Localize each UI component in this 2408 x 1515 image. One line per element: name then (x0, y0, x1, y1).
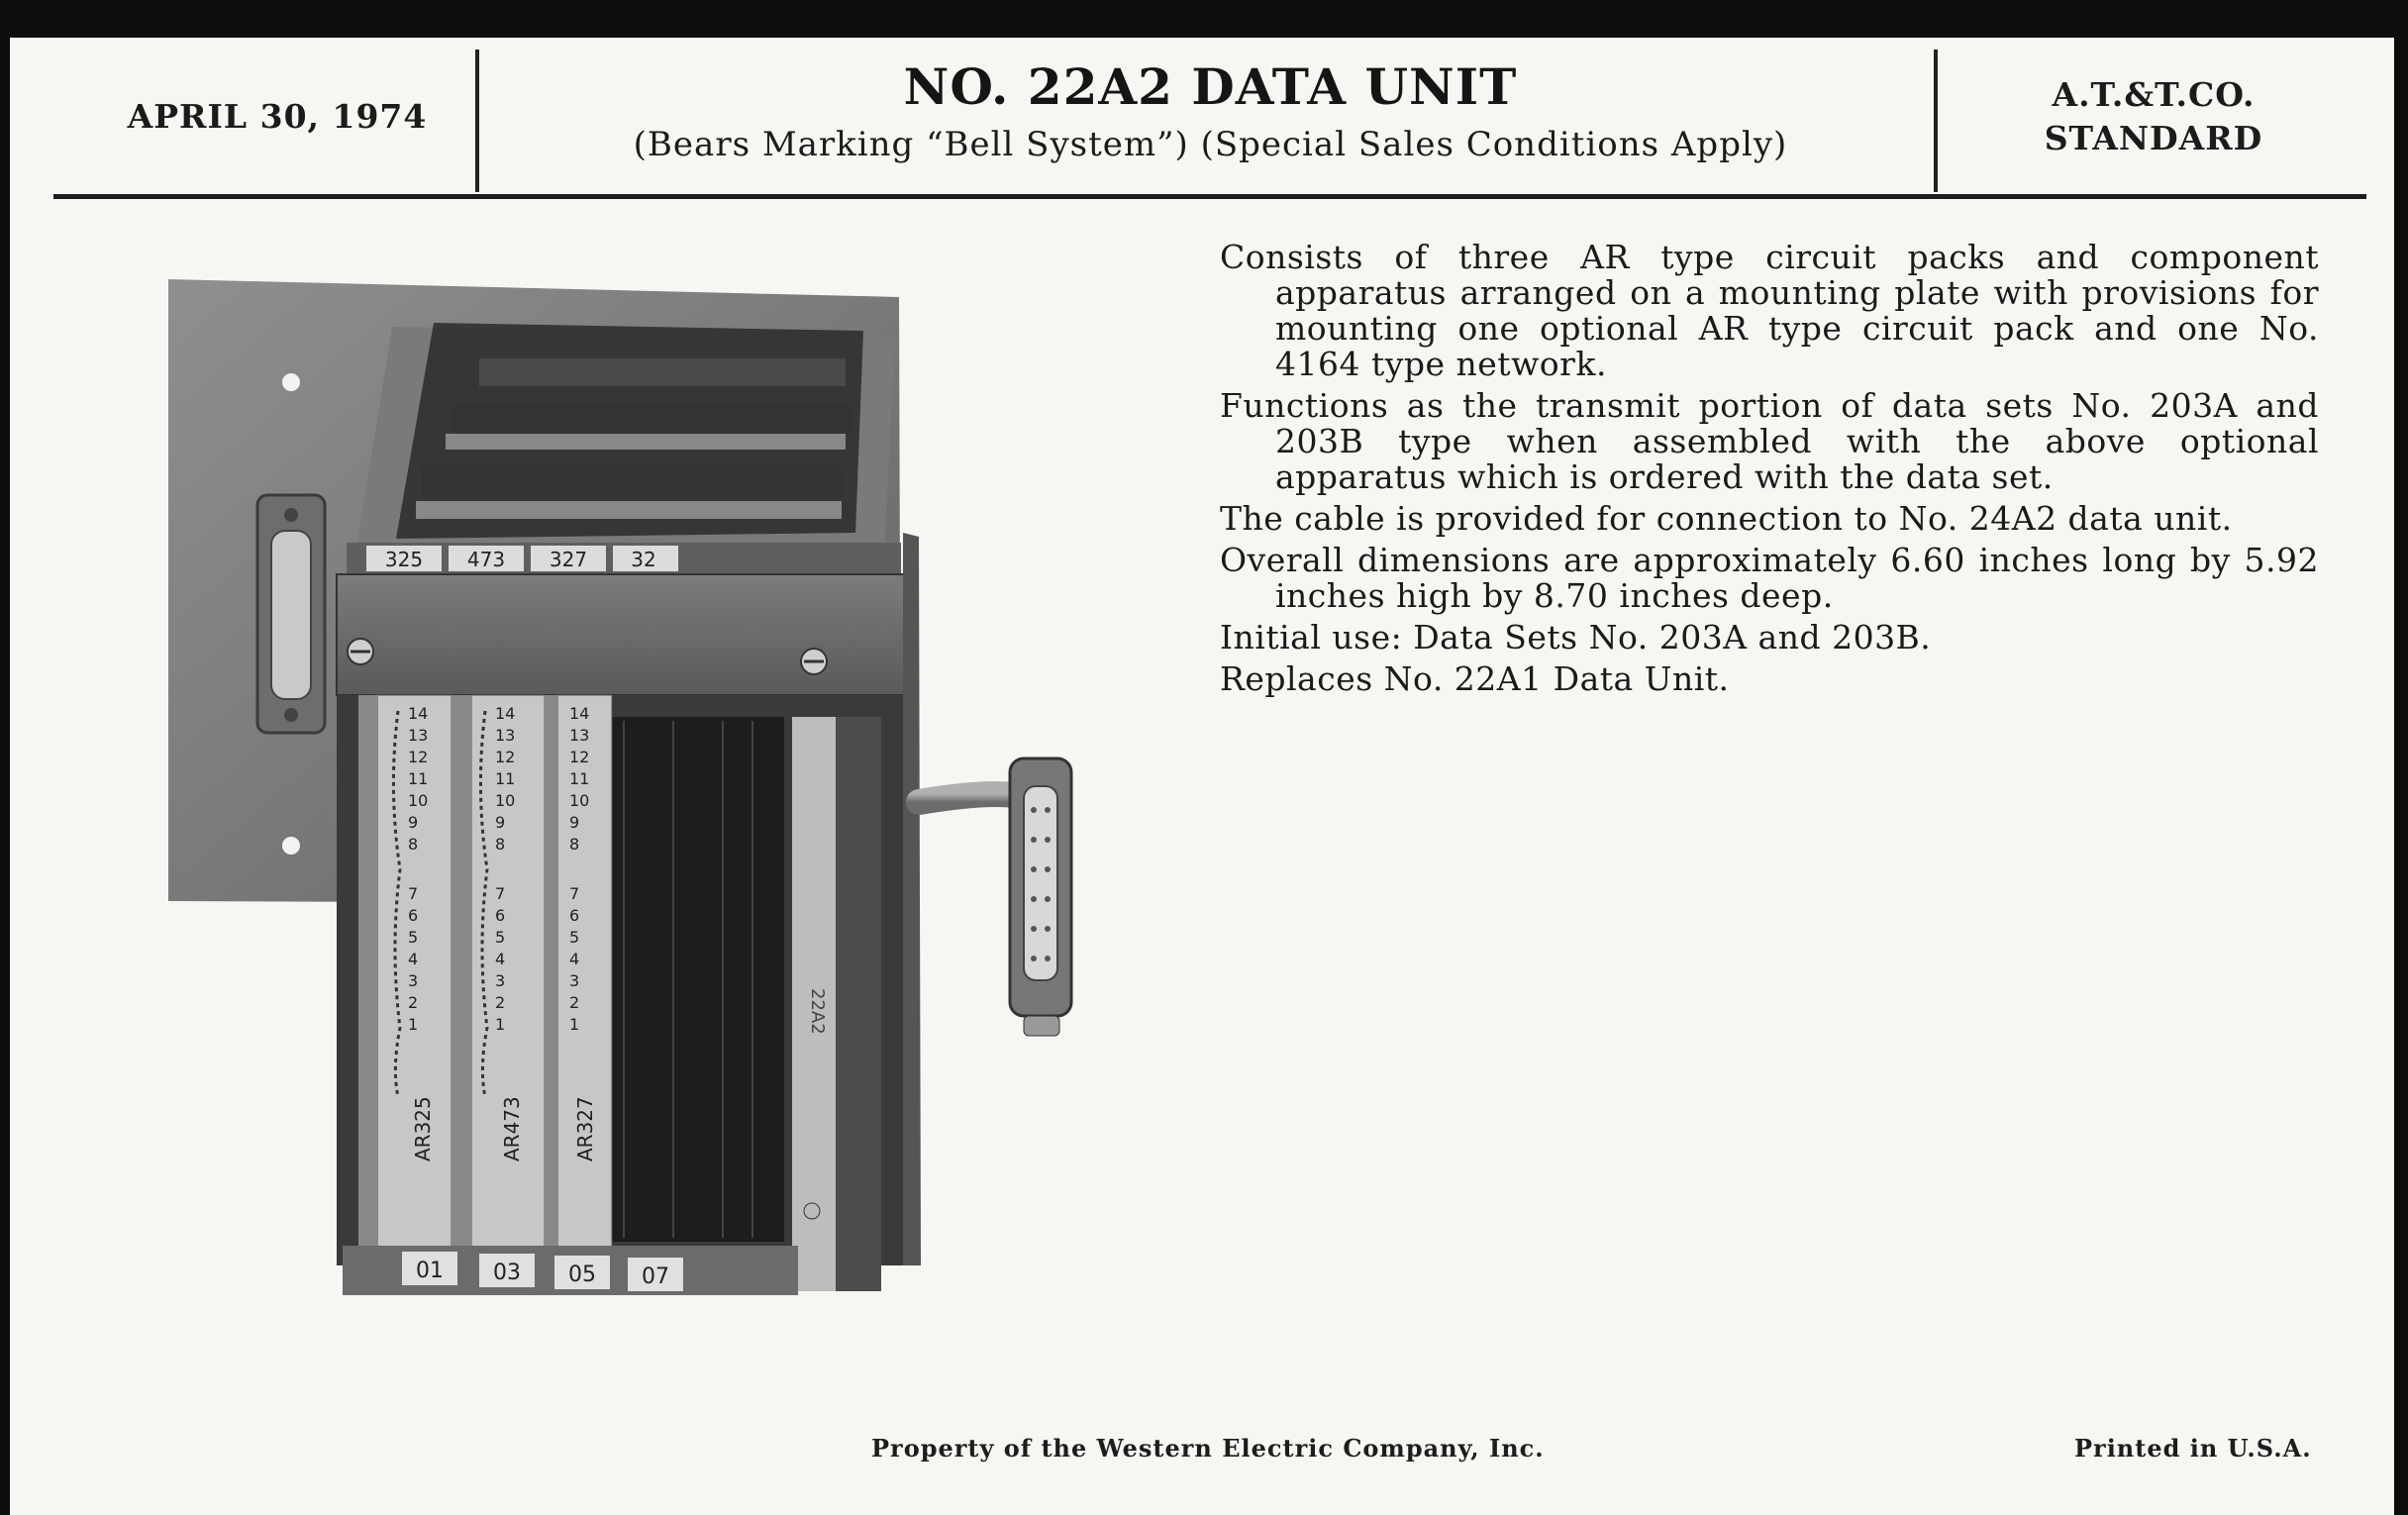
description-paragraph: Functions as the transmit portion of data sets No. 203A and 203B type when assembled with the above optional apparatus which is ordered with the data set. (1220, 386, 2319, 496)
svg-text:12: 12 (495, 748, 516, 766)
property-notice: Property of the Western Electric Company, Inc. (871, 1434, 1545, 1463)
slot-label-05: 05 (568, 1262, 596, 1287)
svg-text:12: 12 (408, 748, 429, 766)
svg-text:6: 6 (495, 906, 506, 925)
svg-text:9: 9 (408, 813, 419, 832)
header-divider-left (475, 50, 479, 192)
svg-text:4: 4 (495, 950, 506, 968)
company-name: A.T.&T.CO. (2052, 75, 2256, 114)
header-divider-right (1934, 50, 1938, 192)
svg-text:5: 5 (495, 928, 506, 947)
description-paragraph: Overall dimensions are approximately 6.60 inches long by 5.92 inches high by 8.70 inches deep. (1220, 541, 2319, 615)
side-connector (257, 495, 325, 733)
standard-label: STANDARD (2044, 119, 2263, 157)
company-standard (1951, 73, 2357, 160)
svg-text:13: 13 (569, 726, 590, 745)
top-label-4: 32 (631, 548, 656, 571)
svg-text:10: 10 (495, 791, 516, 810)
svg-text:13: 13 (495, 726, 516, 745)
svg-text:8: 8 (408, 835, 419, 854)
svg-text:3: 3 (408, 971, 419, 990)
svg-text:11: 11 (408, 769, 429, 788)
svg-text:11: 11 (495, 769, 516, 788)
top-label-3: 327 (549, 548, 588, 571)
top-label-1: 325 (384, 548, 424, 571)
svg-text:7: 7 (408, 884, 419, 903)
issue-date: APRIL 30, 1974 (127, 97, 428, 136)
svg-text:2: 2 (495, 993, 506, 1012)
front-bar (337, 574, 905, 695)
page-subtitle: (Bears Marking “Bell System”) (Special Sales Conditions Apply) (633, 125, 1788, 164)
data-sheet-card (10, 38, 2394, 1515)
description-paragraph: Replaces No. 22A1 Data Unit. (1220, 659, 1730, 698)
top-label-strip (347, 543, 901, 574)
svg-text:12: 12 (569, 748, 590, 766)
svg-text:2: 2 (408, 993, 419, 1012)
bottom-slot-labels (343, 1246, 798, 1295)
svg-text:3: 3 (495, 971, 506, 990)
slot-label-01: 01 (416, 1259, 444, 1283)
svg-text:7: 7 (495, 884, 506, 903)
svg-text:8: 8 (569, 835, 580, 854)
svg-text:8: 8 (495, 835, 506, 854)
circuit-pack-ar473 (452, 695, 545, 1250)
pack-label-ar327: AR327 (573, 1096, 597, 1162)
top-cage (352, 323, 895, 574)
slot-label-03: 03 (493, 1261, 521, 1285)
svg-text:2: 2 (569, 993, 580, 1012)
svg-text:7: 7 (569, 884, 580, 903)
circuit-pack-ar327 (545, 695, 612, 1250)
pack-label-ar325: AR325 (411, 1096, 435, 1162)
svg-text:9: 9 (495, 813, 506, 832)
page-title: NO. 22A2 DATA UNIT (903, 57, 1518, 116)
slot-label-07: 07 (642, 1264, 669, 1289)
svg-text:3: 3 (569, 971, 580, 990)
description (1220, 240, 2319, 703)
svg-text:5: 5 (569, 928, 580, 947)
svg-text:22A2: 22A2 (807, 988, 828, 1035)
svg-text:14: 14 (569, 704, 590, 723)
printed-notice: Printed in U.S.A. (2074, 1434, 2312, 1463)
svg-text:4: 4 (408, 950, 419, 968)
svg-text:9: 9 (569, 813, 580, 832)
svg-text:1: 1 (495, 1015, 506, 1034)
svg-text:14: 14 (495, 704, 516, 723)
header-rule (53, 194, 2366, 199)
svg-text:4: 4 (569, 950, 580, 968)
svg-text:1: 1 (408, 1015, 419, 1034)
data-unit-photo (149, 236, 1129, 1325)
svg-text:10: 10 (408, 791, 429, 810)
svg-text:13: 13 (408, 726, 429, 745)
svg-text:5: 5 (408, 928, 419, 947)
pack-label-ar473: AR473 (500, 1096, 524, 1162)
description-paragraph: Consists of three AR type circuit packs and component apparatus arranged on a mounting plate with provisions for mounting one optional AR type circuit pack and one No. 4164 type network. (1220, 238, 2319, 383)
description-paragraph: The cable is provided for connection to No. 24A2 data unit. (1220, 499, 2233, 538)
circuit-pack-ar325 (358, 695, 452, 1250)
svg-text:1: 1 (569, 1015, 580, 1034)
svg-text:6: 6 (569, 906, 580, 925)
svg-text:14: 14 (408, 704, 429, 723)
cable-connector (919, 758, 1071, 1036)
svg-text:11: 11 (569, 769, 590, 788)
description-paragraph: Initial use: Data Sets No. 203A and 203B. (1220, 618, 1932, 656)
top-label-2: 473 (466, 548, 506, 571)
svg-text:10: 10 (569, 791, 590, 810)
svg-text:6: 6 (408, 906, 419, 925)
